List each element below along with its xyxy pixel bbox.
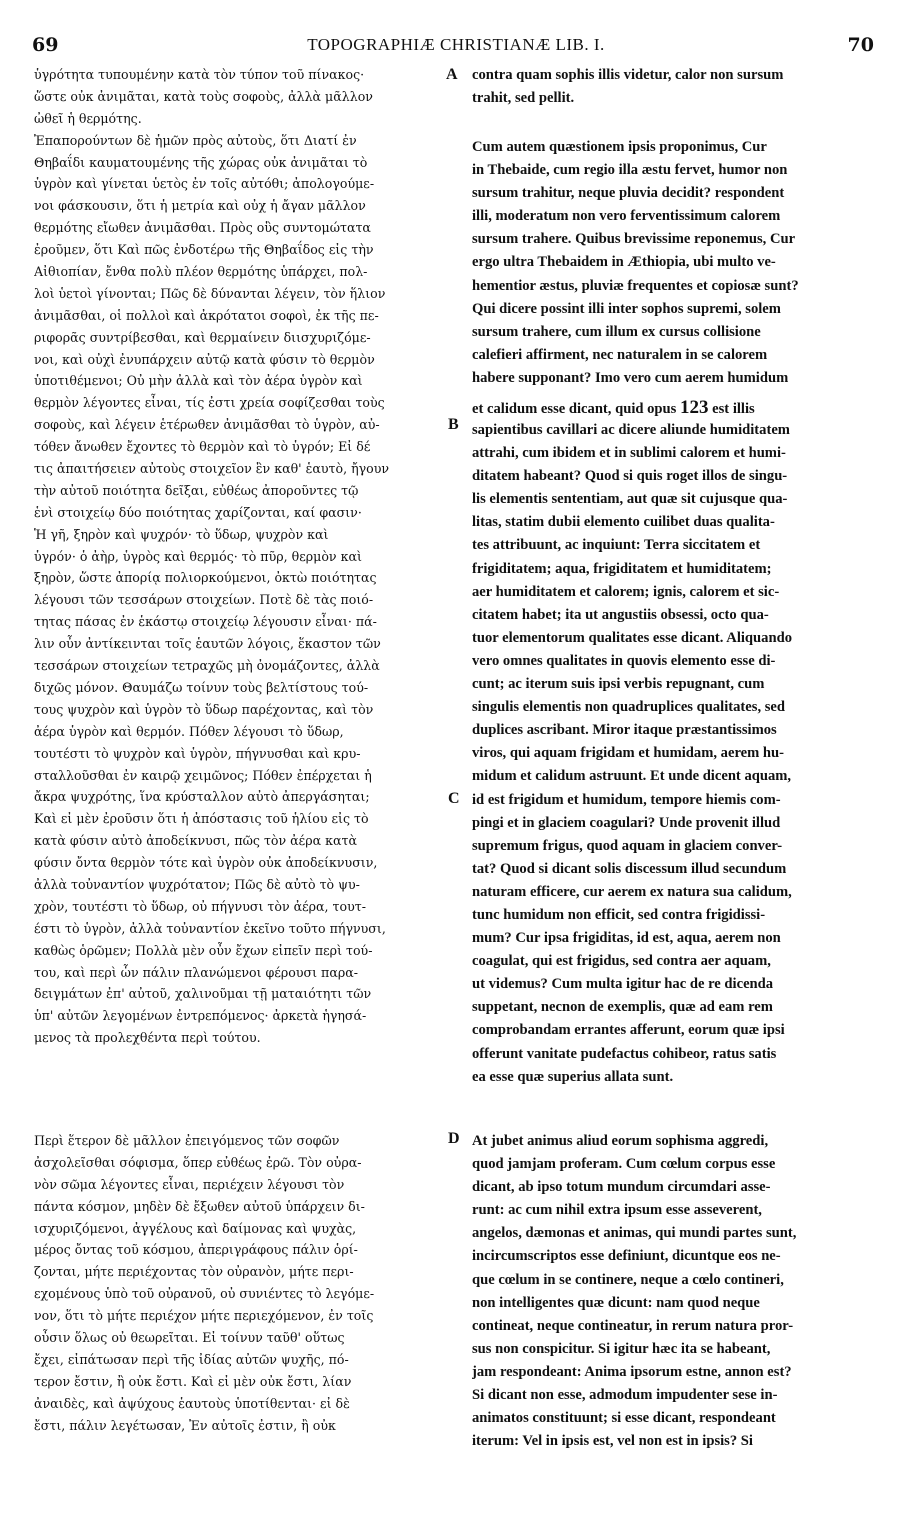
text-line: ἀναιδὲς, καὶ ἀψύχους ἑαυτοὺς ὑποτίθενται· εἰ δὲ [34,1395,350,1411]
text-line: aer humiditatem et calorem; ignis, calorem et sic- [472,583,780,600]
text-line: sursum trahere, cum illum ex cursus collisione [472,323,761,340]
text-line: ut videmus? Cum multa igitur hac de re dicenda [472,976,774,993]
text-line: in Thebaide, cum regio illa æstu fervet, humor non [472,162,788,179]
greek-text-column-bottom [34,1130,440,1436]
text-line: Περὶ ἕτερον δὲ μᾶλλον ἐπειγόμενος τῶν σοφῶν [34,1133,340,1148]
page-header [0,34,912,58]
text-line: φύσιν ὄντα θερμὸν τότε καὶ ὑγρὸν οὐκ ἀποδείκνυσιν, [34,855,378,871]
text-line: ἀέρα ὑγρὸν καὶ θερμόν. Πόθεν λέγουσι τὸ ὕδωρ, [34,723,344,739]
text-line: mum? Cur ipsa frigiditas, id est, aqua, aerem non [472,930,781,947]
text-line: τεσσάρων στοιχείων τετραχῶς μὴ ὀνομάζοντες, ἀλλὰ [34,658,380,674]
latin-line [472,396,874,419]
text-line: Θηβαΐδι καυματουμένης τῆς χώρας οὐκ ἀνιμᾶται τὸ [34,154,368,170]
text-line: sursum trahere. Quibus brevissime reponemus, Cur [472,231,796,248]
text-line: ὑπ' αὐτῶν λεγομένων ἐντρεπόμενος· ἀρκετὰ ἡγησά- [34,1008,367,1024]
latin-line-part: et calidum esse dicant, quid opus [472,401,680,417]
text-line: viros, qui aquam frigidam et humidam, aerem hu- [472,745,785,762]
latin-text-final-paragraph [472,1130,874,1453]
text-line: illi, moderatum non vero ferventissimum calorem [472,208,781,225]
text-line: runt: ac cum nihil extra ipsum esse asseverent, [472,1202,762,1219]
section-number: 123 [680,397,709,418]
text-line: λέγουσι τῶν τεσσάρων στοιχείων. Ποτὲ δὲ τὰς ποιό- [34,592,374,608]
text-line: τερον ἔστιν, ἢ οὐκ ἔστι. Καὶ εἰ μὲν οὐκ ἔστι, λίαν [34,1373,352,1389]
left-page-number: 69 [32,34,59,56]
text-line: τους ψυχρὸν καὶ ὑγρὸν τὸ ὕδωρ παρέχοντας, καὶ τὸν [34,701,374,717]
text-line: tes attribuunt, ac inquiunt: Terra siccitatem et [472,537,761,554]
text-line: ὑποτιθέμενοι; Οὐ μὴν ἀλλὰ καὶ τὸν ἀέρα ὑγρὸν καὶ [34,373,363,389]
text-line: σοφοὺς, καὶ λέγειν ἑτέρωθεν ἀνιμᾶσθαι τὸ ὑγρὸν, αὐ- [34,417,380,433]
text-line: attrahi, cum ibidem et in sublimi calorem et humi- [472,445,786,462]
text-line: νον, ὅτι τὸ μήτε περιέχον μήτε περιεχόμενον, ἐν τοῖς [34,1308,374,1324]
text-line: contineat, neque contineatur, in rerum natura pror- [472,1317,794,1334]
text-line: lis elementis sententiam, aut quæ sit cujusque qua- [472,491,788,508]
text-line: Αἰθιοπίαν, ἔνθα πολὺ πλέον θερμότης ὑπάρχει, πολ- [34,264,368,280]
text-line: ἑνὶ στοιχείῳ δύο ποιότητας χαρίζονται, καί φασιν· [34,504,362,520]
text-line: νοι, καὶ οὐχὶ ἐνυπάρχειν αὐτῷ κατὰ φύσιν τὸ θερμὸν [34,351,375,367]
text-line: του, καὶ περὶ ὧν πάλιν πλανώμενοι φέρουσι παρα- [34,964,359,980]
text-line: μέρος ὄντας τοῦ κόσμου, ἀπεριγράφους πάλιν ὁρί- [34,1242,358,1258]
text-line: comprobandam errantes afferunt, eorum quæ ipsi [472,1022,785,1039]
text-line: Καὶ εἰ μὲν ἐροῦσιν ὅτι ἡ ἀπόστασις τοῦ ἡλίου εἰς τὸ [34,811,369,827]
text-line: pingi et in glaciem coagulari? Unde provenit illud [472,814,781,831]
text-line: non intelligentes quæ dicunt: nam quod neque [472,1294,760,1311]
text-line: naturam efficere, cur aerem ex natura sua calidum, [472,883,792,900]
text-line: τητας πάσας ἐν ἑκάστῳ στοιχείῳ λέγουσιν εἶναι· πά- [34,614,377,630]
text-line: hementior æstus, pluviæ frequentes et copiosæ sunt? [472,277,799,294]
text-line: ea esse quæ superius allata sunt. [472,1068,674,1085]
latin-text-intro [472,64,874,110]
text-line: λιν οὖν ἀντίκεινται τοῖς ἑαυτῶν λόγοις, ἕκαστον τῶν [34,636,381,652]
text-line: δειγμάτων ἐπ' αὐτοῦ, χαλινοῦμαι τῇ ματαιότητι τῶν [34,986,372,1002]
text-line: ὥστε οὐκ ἀνιμᾶται, κατὰ τοὺς σοφοὺς, ἀλλὰ μᾶλλον [34,88,373,104]
text-line: sursum trahitur, neque pluvia decidit? respondent [472,185,785,202]
greek-text-column-top [34,64,440,1049]
text-line: ζονται, μήτε περιέχοντας τὸν οὐρανὸν, μήτε περι- [34,1264,354,1280]
text-line: duplices ascribant. Miror itaque præstantissimos [472,722,777,739]
text-line: ἀλλὰ τοὐναντίον ψυχρότατον; Πῶς δὲ αὐτὸ τὸ ψυ- [34,876,360,892]
text-line: ὑγρόν· ὁ ἀὴρ, ὑγρὸς καὶ θερμός· τὸ πῦρ, θερμὸν καὶ [34,548,362,564]
text-line: sus non conspicitur. Si igitur hæc ita se habeant, [472,1340,771,1357]
text-line: τις ἀπαιτήσειεν αὐτοὺς στοιχεῖον ἓν καθ' ἑαυτὸ, ἤγουν [34,461,390,477]
text-line: incircumscriptos esse definiunt, dicuntque eos ne- [472,1248,781,1265]
text-line: έστι τὸ ὑγρὸν, ἀλλὰ τοὐναντίον ἐκεῖνο τοῦτο πήγνυσι, [34,920,386,936]
text-line: suppetant, necnon de exemplis, quæ ad eam rem [472,999,773,1016]
text-line: dicant, ab ipso totum mundum circumdari asse- [472,1179,771,1196]
margin-letter-c: C [448,790,460,807]
text-line: frigiditatem; aqua, frigiditatem et humiditatem; [472,560,772,577]
text-line: ἐροῦμεν, ὅτι Καὶ πῶς ἐνδοτέρω τῆς Θηβαΐδος εἰς τὴν [34,242,374,258]
text-line: tunc humidum non efficit, sed contra frigidissi- [472,906,766,923]
text-line: οὖσιν ὅλως οὐ θεωρεῖται. Εἰ τοίνυν ταῦθ' οὕτως [34,1330,345,1346]
text-line: vero omnes qualitates in quovis elemento esse di- [472,652,776,669]
text-line: At jubet animus aliud eorum sophisma aggredi, [472,1133,769,1149]
text-line: καθὼς ὁρῶμεν; Πολλὰ μὲν οὖν ἔχων εἰπεῖν περὶ τού- [34,942,373,958]
latin-line-part: est illis [708,401,755,417]
text-line: calefieri affirment, nec naturalem in se calorem [472,346,768,363]
running-title: TOPOGRAPHIÆ CHRISTIANÆ LIB. I. [307,35,605,54]
text-line: ἀσχολεῖσθαι σόφισμα, ὅπερ εὐθέως ἐρῶ. Τὸν οὐρα- [34,1154,362,1170]
text-line: contra quam sophis illis videtur, calor non sursum [472,67,784,83]
text-line: σταλλοῦσθαι ἐν καιρῷ χειμῶνος; Πόθεν ἐπέρχεται ἡ [34,767,372,783]
text-line: ξηρὸν, ὥστε ἀπορίᾳ πολιορκούμενοι, ὀκτὼ ποιότητας [34,570,377,586]
text-line: θερμὸν λέγοντες εἶναι, τίς ἐστι χρεία σοφίζεσθαι τοὺς [34,395,385,411]
text-line: θερμότης εἴωθεν ἀνιμᾶσθαι. Πρὸς οὓς συντομώτατα [34,220,371,236]
text-line: λοὶ ὑετοὶ γίνονται; Πῶς δὲ δύνανται λέγειν, τὸν ἥλιον [34,285,386,301]
text-line: ὑγρὸν καὶ γίνεται ὑετὸς ἐν τοῖς αὐτόθι; ἀπολογούμε- [34,176,375,192]
text-line: ἄκρα ψυχρότης, ἵνα κρύσταλλον αὐτὸ ἀπεργάσηται; [34,789,370,805]
text-line: τουτέστι τὸ ψυχρὸν καὶ ὑγρὸν, πήγνυσθαι καὶ κρυ- [34,745,361,761]
text-line: νὸν σῶμα λέγοντες εἶναι, περιέχειν λέγουσι τὸν [34,1176,345,1192]
margin-letter-b: B [448,416,459,433]
text-line: Qui dicere possint illi inter sophos supremi, solem [472,300,781,317]
text-line: singulis elementis non quadruplices qualitates, sed [472,699,786,716]
right-page-number: 70 [847,34,874,56]
text-line: coagulat, qui est frigidus, sed contra aer aquam, [472,953,771,970]
text-line: ditatem habeant? Quod si quis roget illos de singu- [472,468,788,485]
text-line: jam respondeant: Anima ipsorum estne, annon est? [472,1363,792,1380]
text-line: tat? Quod si dicant solis discessum illud secundum [472,860,787,877]
text-line: Si dicant non esse, admodum impudenter sese in- [472,1387,778,1404]
text-line: sapientibus cavillari ac dicere aliunde humiditatem [472,422,790,438]
text-line: offerunt vanitate pudefactus cohibeor, ratus satis [472,1045,777,1062]
text-line: πάντα κόσμον, μηδὲν δὲ ἔξωθεν αὐτοῦ ὑπάρχειν δι- [34,1198,365,1214]
text-line: μενος τὰ προλεχθέντα περὶ τούτου. [34,1030,261,1046]
text-line: Ἐπαπορούντων δὲ ἡμῶν πρὸς αὐτοὺς, ὅτι Διατί ἐν [34,132,357,148]
text-line: ριφορᾶς συντρίβεσθαι, καὶ θερμαίνειν διισχυριζόμε- [34,329,371,345]
text-line: cunt; ac iterum suis ipsi verbis repugnant, cum [472,676,765,693]
text-line: tuor elementorum qualitates esse dicant. Aliquando [472,629,792,646]
text-line: τόθεν ἄνωθεν ἔχοντες τὸ θερμὸν καὶ τὸ ὑγρόν; Εἰ δέ [34,439,371,455]
text-line: midum et calidum astruunt. Et unde dicent aquam, [472,768,792,785]
text-line: κατὰ φύσιν αὐτὸ ἀποδείκνυσι, πῶς τὸν ἀέρα κατὰ [34,833,357,849]
text-line: χρὸν, τουτέστι τὸ ὕδωρ, οὐ πήγνυσι τὸν ἀέρα, τουτ- [34,898,366,914]
text-line: animatos constituunt; si esse dicant, respondeant [472,1410,776,1427]
margin-letter-a: A [446,66,458,83]
latin-text-paragraph [472,136,874,390]
text-line: ὠθεῖ ἡ θερμότης. [34,110,142,126]
text-line: quod jamjam proferam. Cum cœlum corpus esse [472,1156,776,1173]
text-line: angelos, dæmonas et animas, qui mundi partes sunt, [472,1225,797,1242]
text-line: ἔστι, πάλιν λεγέτωσαν, Ἐν αὐτοῖς ἐστιν, ἢ οὐκ [34,1417,336,1433]
text-line: νοι φάσκουσιν, ὅτι ἡ μετρία καὶ οὐχ ἡ ἄγαν μᾶλλον [34,198,366,214]
text-line: trahit, sed pellit. [472,90,575,107]
text-line: ὑγρότητα τυπουμένην κατὰ τὸν τύπον τοῦ πίνακος· [34,67,365,82]
text-line: τὴν αὐτοῦ ποιότητα δεῖξαι, εὐθέως ἀποροῦντες τῷ [34,482,359,498]
text-line: ergo ultra Thebaidem in Æthiopia, ubi multo ve- [472,254,776,271]
text-line: διχῶς μόνον. Θαυμάζω τοίνυν τοὺς βελτίστους τού- [34,679,369,695]
latin-line-with-number [472,396,874,419]
text-line: iterum: Vel in ipsis est, vel non est in ipsis? Si [472,1433,753,1450]
text-line: citatem habet; ita ut angustiis obsessi, octo qua- [472,606,769,623]
text-line: ἔχει, εἰπάτωσαν περὶ τῆς ἰδίας αὐτῶν ψυχῆς, πό- [34,1351,349,1367]
text-line: habere supponant? Imo vero cum aerem humidum [472,369,789,386]
margin-letter-d: D [448,1130,460,1147]
text-line: Ἡ γῆ, ξηρὸν καὶ ψυχρόν· τὸ ὕδωρ, ψυχρὸν καὶ [34,526,329,542]
text-line: litas, statim dubii elemento cuilibet duas qualita- [472,514,775,531]
text-line: que cœlum in se continere, neque a cœlo contineri, [472,1271,784,1288]
text-line: ισχυριζόμενοι, ἀγγέλους καὶ δαίμονας καὶ ψυχὰς, [34,1220,357,1236]
text-line: ἀνιμᾶσθαι, οἱ πολλοὶ καὶ ἀκρότατοι σοφοὶ, ἐκ τῆς πε- [34,307,379,323]
text-line: εχομένους ὑπὸ τοῦ οὐρανοῦ, οὐ συνιέντες τὸ λεγόμε- [34,1286,375,1302]
text-line: supremum frigus, quod aquam in glaciem conver- [472,837,783,854]
latin-text-continued [472,419,874,1089]
text-line: Cum autem quæstionem ipsis proponimus, Cur [472,139,767,155]
text-line: id est frigidum et humidum, tempore hiemis com- [472,791,781,808]
